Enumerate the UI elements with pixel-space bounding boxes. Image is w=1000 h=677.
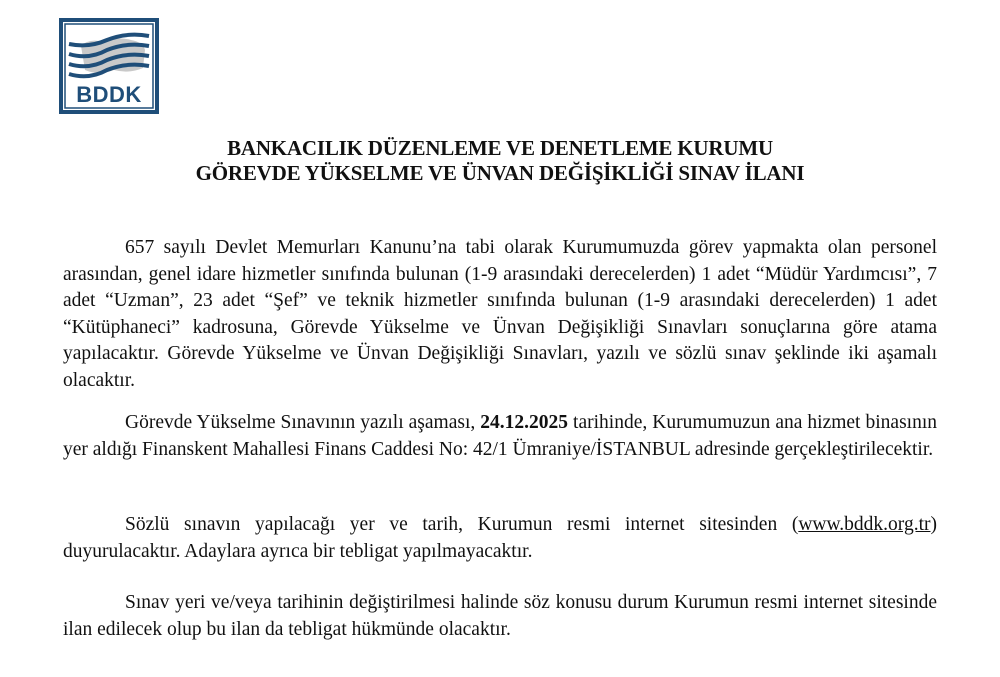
oral-exam-text-2: ) duyurulacaktır. Adaylara ayrıca bir tebligat yapılmayacaktır.	[63, 514, 937, 562]
paragraph-written-exam	[63, 410, 937, 463]
paragraph-change-notice: Sınav yeri ve/veya tarihinin değiştirilmesi halinde söz konusu durum Kurumun resmi internet sitesinde ilan edilecek olup bu ilan da tebligat hükmünde olacaktır.	[63, 592, 937, 640]
logo-text: BDDK	[76, 82, 142, 107]
page-title	[0, 136, 1000, 186]
paragraph-oral-exam	[63, 512, 937, 565]
title-line-1: BANKACILIK DÜZENLEME VE DENETLEME KURUMU	[227, 136, 773, 160]
written-exam-text-1: Görevde Yükselme Sınavının yazılı aşaması,	[125, 412, 481, 433]
exam-date: 24.12.2025	[480, 412, 569, 433]
oral-exam-text-1: Sözlü sınavın yapılacağı yer ve tarih, Kurumun resmi internet sitesinden (	[125, 514, 799, 535]
title-line-2: GÖREVDE YÜKSELME VE ÜNVAN DEĞİŞİKLİĞİ SINAV İLANI	[195, 161, 805, 185]
bddk-logo	[59, 18, 159, 114]
website-link[interactable]: www.bddk.org.tr	[798, 514, 931, 535]
paragraph-positions: 657 sayılı Devlet Memurları Kanunu’na tabi olarak Kurumumuzda görev yapmakta olan personel arasından, genel idare hizmetler sınıfında bulunan (1-9 arasındaki derecelerden) 1 adet “Müdür Yardımcısı”, 7 adet “Uzman”, 23 adet “Şef” ve teknik hizmetler sınıfında bulunan (1-9 arasındaki derecelerden) 1 adet “Kütüphaneci” kadrosuna, Görevde Yükselme ve Ünvan Değişikliği Sınavları sonuçlarına göre atama yapılacaktır. Görevde Yükselme ve Ünvan Değişikliği Sınavları, yazılı ve sözlü sınav şeklinde iki aşamalı olacaktır.	[63, 237, 937, 391]
written-exam-text-2: tarihinde, Kurumumuzun ana hizmet binasının yer aldığı Finanskent Mahallesi Finans Caddesi No: 42/1 Ümraniye/İSTANBUL adresinde gerçekleştirilecektir.	[63, 412, 937, 460]
